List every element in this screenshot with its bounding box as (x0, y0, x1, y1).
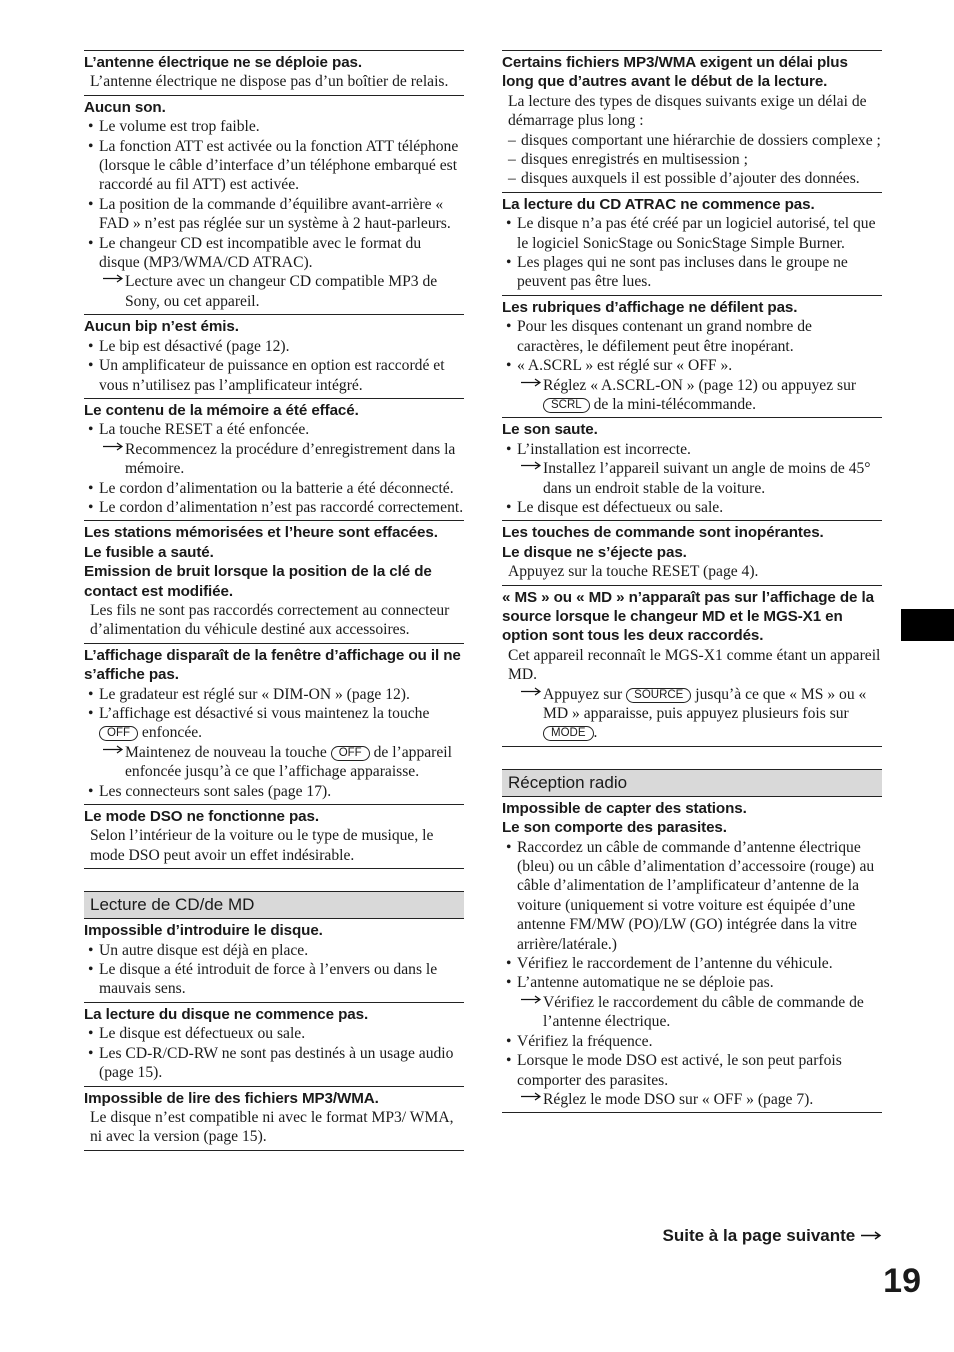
bullet-text: enfoncée. (141, 724, 203, 742)
section-text: La lecture des types de disques suivants exige un délai de démarrage plus long : (508, 92, 867, 130)
section-heading: « MS » ou « MD » n’apparaît pas sur l’affichage de la source lorsque le changeur MD et le MGS-X1 en option sont tous les deux raccordés. (502, 588, 874, 645)
section-display (84, 643, 464, 804)
remedy-item (502, 993, 882, 1032)
dash-item: – disques auxquels il est possible d’ajouter des données. (502, 169, 882, 188)
section-heading: La lecture du disque ne commence pas. (84, 1005, 369, 1023)
bullet-item: • Le disque est défectueux ou sale. (502, 498, 882, 517)
bullet-item: • Vérifiez la fréquence. (502, 1032, 882, 1051)
bullet-item: • Les CD-R/CD-RW ne sont pas destinés à un usage audio (page 15). (84, 1044, 464, 1083)
bullet-item: • Le volume est trop faible. (84, 117, 464, 136)
remedy-item (502, 376, 882, 415)
bullet-item: • Un amplificateur de puissance en option est raccordé et vous n’utilisez pas l’amplificateur intégré. (84, 356, 464, 395)
source-key-label: SOURCE (626, 688, 691, 703)
remedy-text: de la mini-télécommande. (593, 395, 756, 413)
section-scroll (502, 295, 882, 417)
bullet-item: • Le disque n’a pas été créé par un logiciel autorisé, tel que le logiciel SonicStage ou SonicStage Simple Burner. (502, 214, 882, 253)
bullet-item (84, 704, 464, 743)
page-number: 19 (883, 1262, 921, 1300)
divider (502, 746, 882, 769)
divider (84, 868, 464, 891)
remedy-text: Réglez « A.SCRL-ON » (page 12) ou appuyez sur (543, 376, 857, 394)
section-skip (502, 417, 882, 520)
section-stations-erased (84, 520, 464, 642)
dash-item: – disques enregistrés en multisession ; (502, 150, 882, 169)
section-heading: Impossible de capter des stations. (502, 799, 747, 817)
section-heading: Certains fichiers MP3/WMA exigent un délai plus long que d’autres avant le début de la lecture. (502, 54, 848, 91)
dash-item: – disques comportant une hiérarchie de dossiers complexe ; (502, 131, 882, 150)
section-radio (502, 797, 882, 1114)
remedy-item (502, 459, 882, 498)
remedy-text: de l’appareil enfoncée jusqu’à ce que l’affichage apparaisse. (125, 743, 452, 781)
section-text: Le disque n’est compatible ni avec le format MP3/ WMA, ni avec la version (page 15). (90, 1108, 454, 1146)
bullet-item: • Un autre disque est déjà en place. (84, 941, 464, 960)
remedy-text: Vérifiez le raccordement du câble de commande de l’antenne électrique. (543, 993, 864, 1031)
bullet-item: • La position de la commande d’équilibre avant-arrière « FAD » n’est pas réglée sur un système à 2 haut-parleurs. (84, 195, 464, 234)
section-heading: La lecture du CD ATRAC ne commence pas. (502, 195, 815, 213)
section-antenna (84, 50, 464, 95)
section-heading: Le mode DSO ne fonctionne pas. (84, 808, 319, 826)
section-heading: L’antenne électrique ne se déploie pas. (84, 54, 363, 71)
arrow-right-icon (102, 272, 124, 284)
remedy-item (84, 272, 464, 311)
section-heading: Impossible de lire des fichiers MP3/WMA. (84, 1089, 379, 1107)
right-column (502, 50, 882, 1113)
remedy-text: Installez l’appareil suivant un angle de moins de 45° dans un endroit stable de la voiture. (543, 460, 871, 497)
off-key-label: OFF (99, 726, 138, 741)
bullet-item: • Le cordon d’alimentation n’est pas raccordé correctement. (84, 498, 464, 517)
remedy-text: Lecture avec un changeur CD compatible MP3 de Sony, ou cet appareil. (125, 273, 438, 310)
bullet-item: • L’antenne automatique ne se déploie pas. (502, 973, 882, 992)
section-heading: Les rubriques d’affichage ne défilent pas. (502, 298, 798, 316)
arrow-right-icon (520, 1090, 542, 1102)
arrow-right-icon (520, 685, 542, 697)
section-text: Appuyez sur la touche RESET (page 4). (508, 563, 759, 581)
section-mp3-delay (502, 50, 882, 192)
remedy-text: . (593, 724, 598, 742)
bullet-item: • Raccordez un câble de commande d’antenne électrique (bleu) ou un câble d’alimentation d’accessoire (rouge) au câble d’alimentation de l’amplificateur d’antenne de la voiture (uniquement si votre voiture est équipée d’une antenne FM/MW (PO)/LW (GO) intégrée dans la vitre arrière/latérale.) (502, 838, 882, 954)
section-dso (84, 804, 464, 868)
section-heading: Impossible d’introduire le disque. (84, 922, 323, 940)
remedy-item (84, 743, 464, 782)
bullet-item: • « A.SCRL » est réglé sur « OFF ». (502, 356, 882, 375)
bullet-item: • Le cordon d’alimentation ou la batterie a été déconnecté. (84, 479, 464, 498)
remedy-text: Réglez le mode DSO sur « OFF » (page 7). (543, 1090, 814, 1108)
section-heading: L’affichage disparaît de la fenêtre d’affichage ou il ne s’affiche pas. (84, 646, 461, 684)
section-text: Cet appareil reconnaît le MGS-X1 comme étant un appareil MD. (508, 646, 881, 684)
remedy-item (502, 685, 882, 743)
bullet-item: • Le disque a été introduit de force à l’envers ou dans le mauvais sens. (84, 960, 464, 999)
bullet-item: • Le disque est défectueux ou sale. (84, 1024, 464, 1043)
arrow-right-icon (102, 440, 124, 452)
remedy-item (84, 440, 464, 479)
section-heading: Aucun son. (84, 98, 166, 116)
section-buttons (502, 520, 882, 584)
arrow-right-icon (860, 1229, 882, 1241)
section-ms-md (502, 585, 882, 746)
bullet-item: • Les connecteurs sont sales (page 17). (84, 782, 464, 801)
section-heading: Le son comporte des parasites. (502, 819, 727, 837)
section-text: Les fils ne sont pas raccordés correctement au connecteur d’alimentation du véhicule destiné aux accessoires. (90, 601, 450, 639)
bullet-item: • La fonction ATT est activée ou la fonction ATT téléphone (lorsque le câble d’interface d’un téléphone embarqué est raccordé au fil ATT) est activée. (84, 137, 464, 195)
continued-note (502, 1226, 882, 1246)
section-heading: Le fusible a sauté. (84, 543, 214, 561)
section-heading: Le contenu de la mémoire a été effacé. (84, 401, 359, 419)
bullet-item: • Les plages qui ne sont pas incluses dans le groupe ne peuvent pas être lues. (502, 253, 882, 292)
section-heading: Le son saute. (502, 421, 598, 439)
section-heading: Aucun bip n’est émis. (84, 318, 239, 336)
section-mp3-wma (84, 1086, 464, 1151)
section-no-sound (84, 95, 464, 314)
band-heading-cd-md: Lecture de CD/de MD (84, 891, 464, 919)
remedy-item (502, 1090, 882, 1109)
bullet-item: • L’installation est incorrecte. (502, 440, 882, 459)
section-playback-not-start (84, 1002, 464, 1086)
section-text: Selon l’intérieur de la voiture ou le type de musique, le mode DSO peut avoir un effet indésirable. (90, 827, 434, 864)
bullet-item: • Le changeur CD est incompatible avec le format du disque (MP3/WMA/CD ATRAC). (84, 234, 464, 273)
section-text: L’antenne électrique ne dispose pas d’un boîtier de relais. (90, 73, 449, 91)
bullet-item: • La touche RESET a été enfoncée. (84, 420, 464, 439)
section-no-beep (84, 314, 464, 398)
section-heading: Les stations mémorisées et l’heure sont effacées. (84, 524, 438, 542)
section-atrac (502, 192, 882, 295)
off-key-label: OFF (331, 746, 370, 761)
scrl-key-label: SCRL (543, 398, 590, 413)
bullet-item: • Pour les disques contenant un grand nombre de caractères, le défilement peut être inopérant. (502, 317, 882, 356)
section-memory-erased (84, 398, 464, 520)
arrow-right-icon (102, 743, 124, 755)
left-column (84, 50, 464, 1151)
remedy-text: Maintenez de nouveau la touche (125, 743, 327, 761)
bullet-item: • Le bip est désactivé (page 12). (84, 337, 464, 356)
bullet-text: L’affichage est désactivé si vous maintenez la touche (99, 705, 430, 722)
section-heading: Les touches de commande sont inopérantes. (502, 524, 824, 542)
remedy-text: Appuyez sur (543, 685, 623, 703)
band-heading-radio: Réception radio (502, 769, 882, 797)
remedy-text: Recommencez la procédure d’enregistrement dans la mémoire. (125, 440, 456, 478)
section-tab-marker (901, 609, 954, 641)
bullet-item: • Lorsque le mode DSO est activé, le son peut parfois comporter des parasites. (502, 1051, 882, 1090)
remedy-text: jusqu’à ce que « MS » ou « MD » apparaisse, puis appuyez plusieurs fois sur (543, 685, 867, 722)
arrow-right-icon (520, 376, 542, 388)
section-insert-disc (84, 919, 464, 1002)
bullet-item: • Vérifiez le raccordement de l’antenne du véhicule. (502, 954, 882, 973)
arrow-right-icon (520, 993, 542, 1005)
continued-text: Suite à la page suivante (662, 1226, 856, 1245)
bullet-item: • Le gradateur est réglé sur « DIM-ON » (page 12). (84, 685, 464, 704)
mode-key-label: MODE (543, 726, 594, 741)
arrow-right-icon (520, 459, 542, 471)
section-heading: Emission de bruit lorsque la position de la clé de contact est modifiée. (84, 563, 432, 600)
section-heading: Le disque ne s’éjecte pas. (502, 543, 687, 561)
